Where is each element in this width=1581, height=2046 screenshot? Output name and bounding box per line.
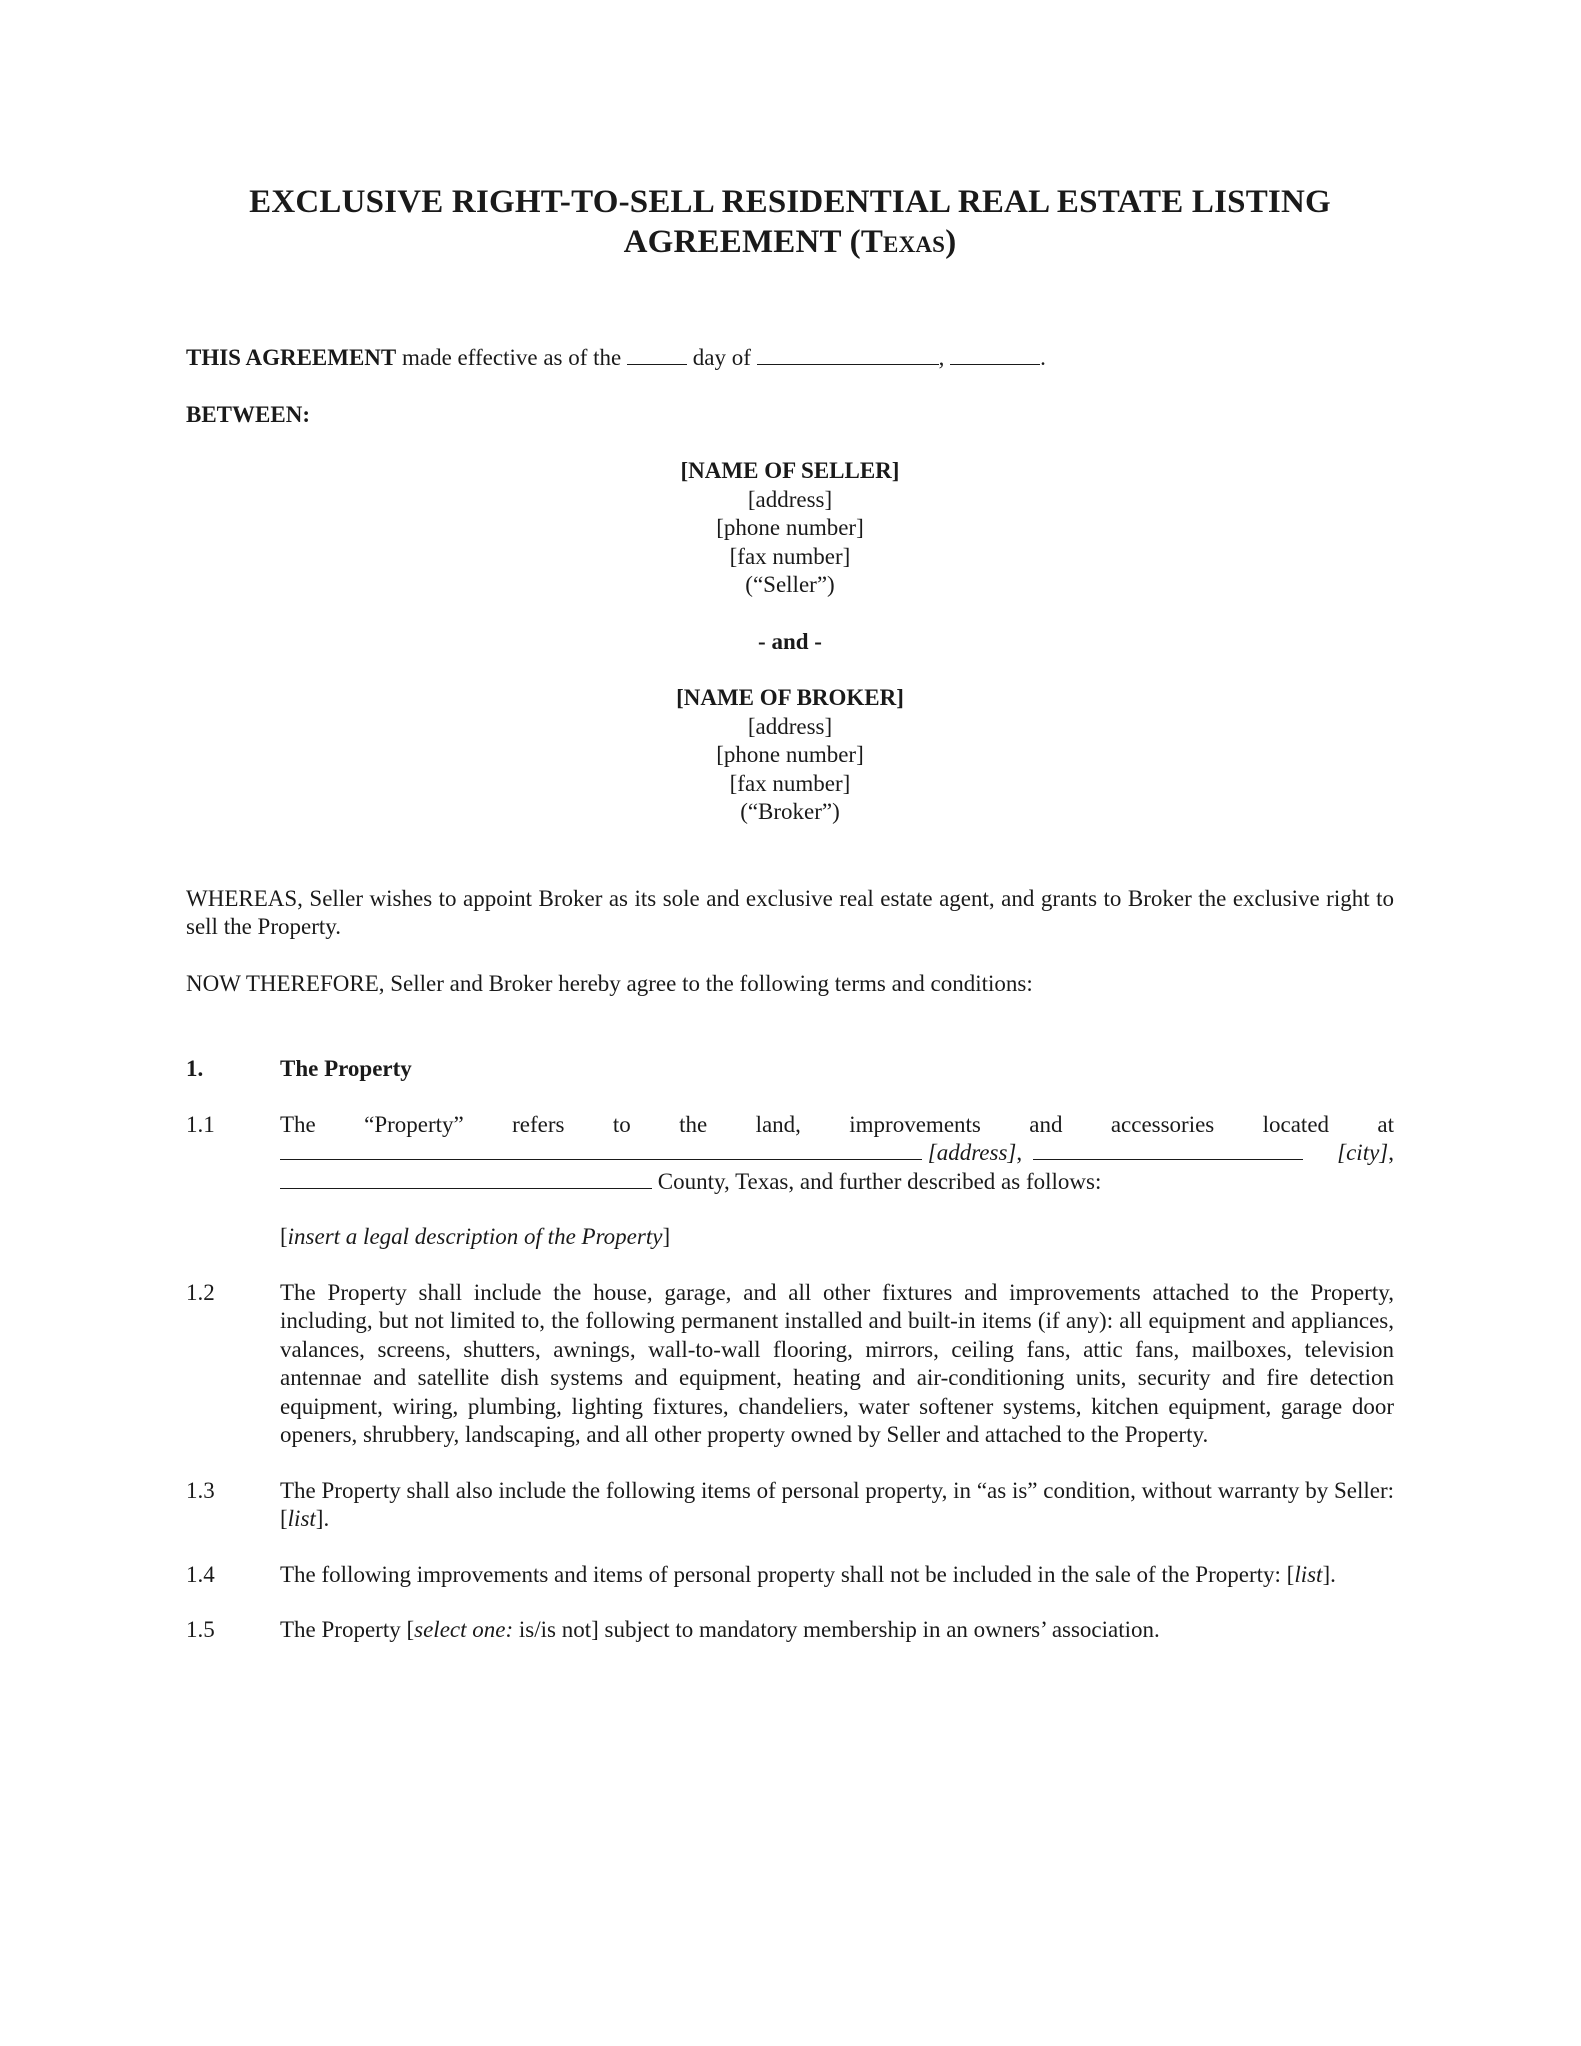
- now-therefore-paragraph: NOW THEREFORE, Seller and Broker hereby agree to the following terms and conditions:: [186, 970, 1033, 996]
- address-placeholder: [address]: [927, 1140, 1017, 1165]
- month-blank[interactable]: [757, 344, 939, 365]
- year-blank[interactable]: [950, 344, 1040, 365]
- clause-1-2: [186, 1279, 1394, 1450]
- clause-word: at: [1377, 1111, 1394, 1137]
- clause-1-4-end: ].: [1322, 1561, 1336, 1587]
- whereas-paragraph: WHEREAS, Seller wishes to appoint Broker as its sole and exclusive real estate agent, and grants to Broker the exclusive right to sell the Property.: [186, 885, 1394, 939]
- clause-word: located: [1262, 1111, 1330, 1137]
- clause-word: The: [280, 1111, 316, 1137]
- clause-1-2-body: The Property shall include the house, garage, and all other fixtures and improvements attached to the Property, including, but not limited to, the following permanent installed and built-in items (if any): all equipment and appliances, valances, screens, shutters, awnings, wall-to-wall flooring, mirrors, ceiling fans, attic fans, mailboxes, television antennae and satellite dish systems and equipment, heating and air-conditioning units, security and fire detection equipment, wiring, plumbing, lighting fixtures, chandeliers, water softener systems, kitchen equipment, garage door openers, shrubbery, landscaping, and all other property owned by Seller and attached to the Property.: [280, 1279, 1394, 1447]
- clause-1-4: [186, 1561, 1394, 1590]
- seller-name: [NAME OF SELLER]: [680, 458, 900, 483]
- county-blank[interactable]: [280, 1168, 652, 1189]
- clause-1-1-line-2: [address], [city],: [280, 1139, 1394, 1168]
- document-title: [186, 182, 1394, 262]
- effective-period: .: [1040, 345, 1046, 370]
- broker-name: [NAME OF BROKER]: [676, 685, 904, 710]
- bracket-close: ]: [662, 1224, 671, 1249]
- seller-defined: (“Seller”): [745, 572, 835, 597]
- section-1-number: 1.: [186, 1056, 204, 1081]
- clause-1-1-number: 1.1: [186, 1111, 215, 1137]
- clause-word: improvements: [849, 1111, 981, 1137]
- county-text: County, Texas, and further described as follows:: [652, 1168, 1102, 1194]
- clause-word: accessories: [1110, 1111, 1215, 1137]
- clause-1-4-text: The following improvements and items of personal property shall not be included in the sale of the Property: [: [280, 1561, 1295, 1587]
- effective-text-2: day of: [687, 345, 757, 370]
- clause-1-5-select: select one:: [414, 1617, 514, 1642]
- clause-1-1-line-3: [280, 1168, 1394, 1197]
- seller-block: [186, 457, 1394, 600]
- clause-word: the: [679, 1111, 708, 1137]
- clause-1-5-body: [280, 1616, 1394, 1645]
- and-separator: - and -: [758, 628, 822, 654]
- title-line-2-end: ): [945, 224, 957, 260]
- broker-block: [186, 684, 1394, 827]
- effective-text-1: made effective as of the: [396, 345, 627, 370]
- clause-word: refers: [512, 1111, 565, 1137]
- clause-1-5-text-2: is/is not] subject to mandatory membership in an owners’ association.: [513, 1617, 1160, 1642]
- section-1-title: The Property: [280, 1056, 412, 1081]
- section-1-heading: [186, 1055, 1394, 1084]
- clause-1-4-number: 1.4: [186, 1561, 215, 1587]
- seller-phone: [phone number]: [716, 515, 864, 540]
- broker-fax: [fax number]: [729, 770, 851, 796]
- clause-word: “Property”: [364, 1111, 464, 1137]
- clause-1-1: [186, 1111, 1394, 1197]
- legal-description-text: insert a legal description of the Property: [287, 1224, 663, 1249]
- document-page: [186, 150, 1394, 1645]
- address-blank[interactable]: [280, 1139, 922, 1160]
- title-line-1: EXCLUSIVE RIGHT-TO-SELL RESIDENTIAL REAL ESTATE LISTING: [249, 184, 1331, 220]
- seller-address: [address]: [747, 486, 833, 512]
- clause-word: land,: [755, 1111, 801, 1137]
- effective-date-line: [186, 344, 1394, 373]
- legal-description-placeholder: [280, 1223, 1394, 1252]
- clause-1-5-text-1: The Property [: [280, 1617, 415, 1642]
- clause-1-5-number: 1.5: [186, 1617, 215, 1642]
- clause-1-2-number: 1.2: [186, 1279, 215, 1305]
- clause-word: to: [612, 1111, 631, 1137]
- clause-1-1-line-1: [280, 1111, 1394, 1140]
- bracket-open: [: [280, 1224, 288, 1249]
- between-label: BETWEEN:: [186, 401, 310, 427]
- clause-1-4-list: list: [1294, 1561, 1323, 1587]
- clause-word: and: [1029, 1111, 1063, 1137]
- city-blank[interactable]: [1033, 1139, 1303, 1160]
- clause-1-3-text: The Property shall also include the following items of personal property, in “as is” condition, without warranty by Seller: [: [280, 1477, 1394, 1531]
- broker-defined: (“Broker”): [740, 799, 840, 824]
- clause-1-5: [186, 1616, 1394, 1645]
- title-state: Texas: [860, 224, 946, 260]
- seller-fax: [fax number]: [729, 543, 851, 569]
- clause-1-3-end: ].: [315, 1506, 330, 1531]
- clause-1-1-body: [280, 1111, 1394, 1197]
- title-line-2: [186, 222, 1394, 262]
- clause-1-3: [186, 1477, 1394, 1534]
- clause-1-3-body: [280, 1477, 1394, 1534]
- clause-1-4-body: [280, 1561, 1394, 1590]
- effective-comma: ,: [938, 345, 945, 370]
- broker-phone: [phone number]: [716, 742, 864, 767]
- clause-1-3-list: list: [287, 1506, 316, 1531]
- city-placeholder: [city]: [1337, 1140, 1389, 1165]
- title-line-2-main: AGREEMENT (: [623, 224, 861, 260]
- broker-address: [address]: [747, 713, 833, 739]
- clause-1-3-number: 1.3: [186, 1477, 215, 1503]
- agreement-lead: THIS AGREEMENT: [186, 345, 397, 370]
- day-blank[interactable]: [627, 344, 687, 365]
